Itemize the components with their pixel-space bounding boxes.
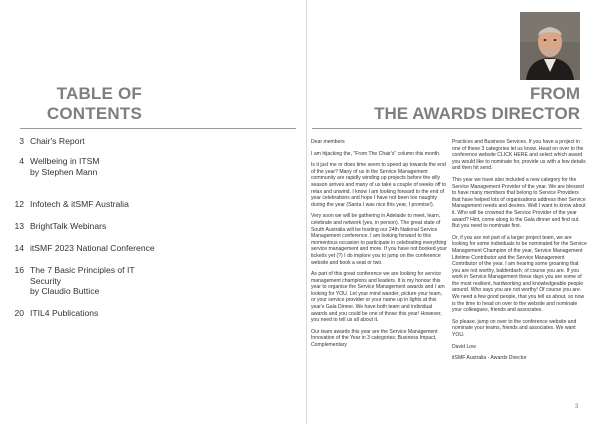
toc-item-number: 4 [19, 156, 24, 166]
letter-paragraph: Very soon we will be gathering in Adelaide to meet, learn, celebrate and network (yes, in person). The great state of South Australia will be hosting our 24th National Service Management conference. I am looking forward to this momentous occasion to participate in celebrating everything service management and more. If you have not booked your ticket/s yet (?) I do implore you to jump on the conference website and book a seat or two. [311, 213, 447, 266]
toc-item-conference[interactable] [8, 243, 155, 254]
letter-paragraph: I am hijacking the, "From The Chair's" column this month. [311, 150, 441, 157]
toc-item-number: 13 [14, 221, 24, 231]
letter-paragraph: Is it just me or does time seem to speed up towards the end of the year? Many of us in the Service Management community are rapidly winding up projects before the silly season arrives and many of us take a couple of weeks off to relax and unwind. I know I am looking forward to the end of year celebrations and hope I have not been too naughty during the year (Santa I was nice this year, I promise!). [311, 162, 447, 208]
section-heading [330, 84, 580, 124]
section-heading-line1: FROM [529, 84, 580, 103]
toc-item-title: Wellbeing in ITSM by Stephen Mann [30, 156, 100, 177]
toc-divider [20, 128, 296, 129]
toc-item-number: 14 [14, 243, 24, 253]
section-heading-line2: THE AWARDS DIRECTOR [374, 104, 580, 123]
toc-item-number: 3 [19, 136, 24, 146]
toc-item-title: ITIL4 Publications [30, 308, 99, 318]
toc-item-title: Infotech & itSMF Australia [30, 199, 129, 209]
toc-item-title: itSMF 2023 National Conference [30, 243, 155, 253]
toc-item-title: BrightTalk Webinars [30, 221, 107, 231]
toc-item-number: 20 [14, 308, 24, 318]
letter-greeting: Dear members [311, 139, 345, 145]
toc-item-itil4[interactable] [8, 308, 98, 319]
page-number: 3 [575, 404, 579, 410]
letter-paragraph: Or, if you are not part of a larger project team, we are looking for some individuals to be nominated for the Service Management Champion of the year, Service Management Lifetime Contributor and the Service Management Contributor of the year. I am hearing some groaning that you are not worthy, balderdash; of course you are. If you work in Service Management these days you are some of the most resilient, hardworking and knowledgeable people around. Who says you are not worthy! Of course you are. We need a few good people, that you tell us about, so now is the time to head on over to the website and nominate your colleagues, friends and associates. [452, 234, 587, 314]
signature-title: itSMF Australia - Awards Director [452, 355, 527, 362]
page-fold [306, 0, 307, 424]
toc-item-wellbeing[interactable] [8, 156, 100, 177]
toc-item-brighttalk[interactable] [8, 221, 106, 232]
toc-item-title: The 7 Basic Principles of IT Security by Claudio Buttice [30, 265, 135, 296]
toc-item-chairs-report[interactable] [8, 136, 85, 147]
toc-heading-line2: CONTENTS [46, 104, 142, 123]
letter-paragraph: Our team awards this year are the Service Management Innovation of the Year in 3 categories; Business Impact, Complementary [311, 328, 438, 349]
toc-item-number: 16 [14, 265, 24, 275]
letter-column-1 [311, 139, 447, 354]
signature-name: David Low [452, 343, 476, 350]
toc-item-number: 12 [14, 199, 24, 209]
section-divider [312, 128, 582, 129]
letter-column-2 [452, 139, 588, 367]
toc-heading [20, 84, 142, 124]
toc-item-infotech[interactable] [8, 199, 129, 210]
toc-item-security-principles[interactable] [8, 265, 135, 297]
letter-paragraph: This year we have also included a new category for the Service Management Provider of the year. We are blessed to have many members that belong to Service Providers that have helped lots of organisations address their Service Management needs and desires. Well I want to know about it. Who will be crowned the Service Provider of the year award? Hint, come along to the Gala dinner and find out. But you need to nominate first. [452, 176, 586, 230]
toc-heading-line1: TABLE OF [56, 84, 142, 103]
letter-paragraph: So please, jump on over to the conference website and nominate your teams, friends and associates. We want YOU. [452, 318, 577, 339]
letter-paragraph: Practices and Business Services. If you have a project in one of these 3 categories let us know. Head on over to the conference website CLICK HERE and select which award you would like to nominate for, provide us with a few details and then hit send. [452, 139, 586, 172]
letter-paragraph: As part of this great conference we are looking for service management champions and leaders. It is my honour this year to organise the Service Management awards and I am looking for YOU. Let your mind wander, picture your team, or your service provider or your name up in lights at this year's Gala Dinner. We have both team and individual awards and you could be one of those this year! However, you need to tell us all about it. [311, 271, 445, 324]
author-photo [520, 12, 580, 80]
toc-item-title: Chair's Report [30, 136, 85, 146]
